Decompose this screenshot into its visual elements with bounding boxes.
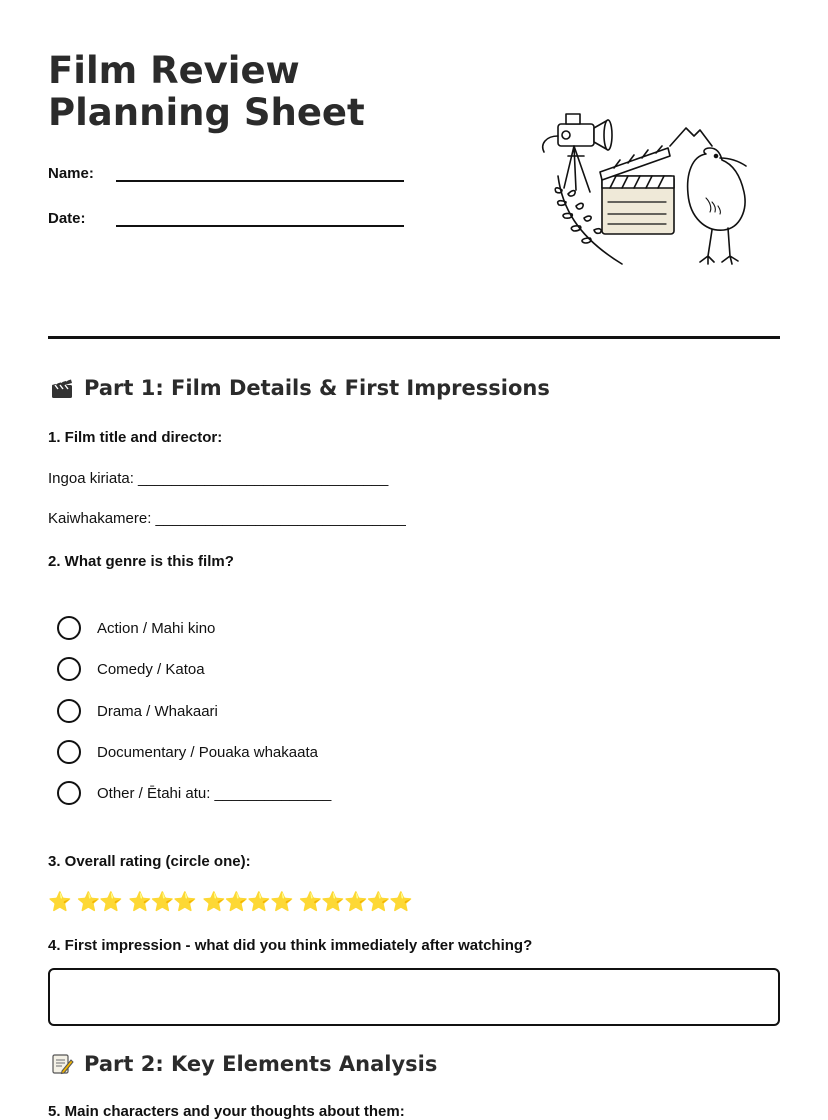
part2-heading-text: Part 2: Key Elements Analysis (84, 1052, 438, 1076)
rating-1-star[interactable]: ⭐ (48, 892, 71, 913)
genre-label: Documentary / Pouaka whakaata (97, 743, 318, 761)
question-2: 2. What genre is this film? (48, 553, 234, 570)
genre-label: Action / Mahi kino (97, 619, 216, 637)
rating-2-stars[interactable]: ⭐⭐ (76, 892, 122, 913)
radio-icon[interactable] (57, 657, 81, 681)
rating-4-stars[interactable]: ⭐⭐⭐⭐ (201, 892, 293, 913)
director-field[interactable]: Kaiwhakamere: ______________________________ (48, 510, 406, 527)
radio-icon[interactable] (57, 616, 81, 640)
genre-option-other[interactable] (57, 781, 331, 805)
clapperboard-icon (600, 146, 674, 234)
date-field[interactable] (48, 205, 404, 227)
genre-label: Comedy / Katoa (97, 660, 205, 678)
name-line[interactable] (116, 160, 404, 182)
date-line[interactable] (116, 205, 404, 227)
page-title: Film Review Planning Sheet (48, 49, 365, 134)
rating-5-stars[interactable]: ⭐⭐⭐⭐⭐ (298, 892, 412, 913)
genre-label: Other / Ētahi atu: ______________ (97, 784, 332, 802)
date-label: Date: (48, 210, 86, 227)
genre-label: Drama / Whakaari (97, 702, 218, 720)
film-title-field[interactable]: Ingoa kiriata: ______________________________ (48, 470, 389, 487)
part1-heading (48, 374, 550, 402)
part1-heading-text: Part 1: Film Details & First Impressions (84, 376, 550, 400)
film-kiwi-illustration (536, 106, 750, 272)
rating-3-stars[interactable]: ⭐⭐⭐ (128, 892, 196, 913)
question-5: 5. Main characters and your thoughts about them: (48, 1103, 405, 1120)
question-3: 3. Overall rating (circle one): (48, 853, 251, 870)
kiwi-bird-icon (688, 148, 746, 264)
question-4: 4. First impression - what did you think immediately after watching? (48, 937, 533, 954)
clapperboard-icon (48, 374, 76, 402)
name-label: Name: (48, 165, 94, 182)
part2-heading (48, 1050, 437, 1078)
question-1: 1. Film title and director: (48, 429, 223, 446)
genre-option-action[interactable] (57, 616, 215, 640)
genre-option-comedy[interactable] (57, 657, 205, 681)
name-field[interactable] (48, 160, 404, 182)
radio-icon[interactable] (57, 740, 81, 764)
radio-icon[interactable] (57, 781, 81, 805)
mountain-icon (670, 128, 712, 146)
radio-icon[interactable] (57, 699, 81, 723)
first-impression-box[interactable] (48, 968, 780, 1026)
memo-icon (48, 1050, 76, 1078)
rating-options (48, 890, 418, 914)
section-divider (48, 336, 780, 339)
genre-option-documentary[interactable] (57, 740, 318, 764)
genre-option-drama[interactable] (57, 699, 218, 723)
